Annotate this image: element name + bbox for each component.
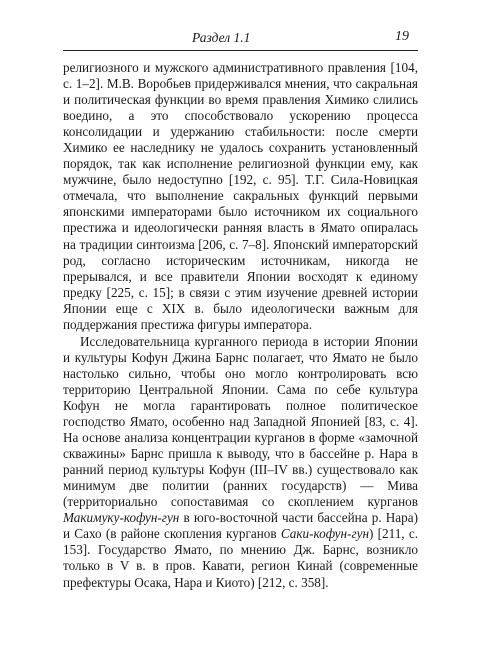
book-page: [63, 28, 418, 591]
term-saki-kofun-gun: Саки-кофун-гун: [280, 526, 369, 542]
paragraph-1: [63, 60, 418, 333]
paragraph-2: [63, 334, 418, 591]
page-number: 19: [395, 29, 409, 44]
body-text: [63, 60, 418, 591]
running-head: [63, 28, 418, 51]
paragraph-2-text-3: ) [211, с. 153]. Государство Ямато, по мнению Дж. Барнс, возникло только в V в. в пров. Кавати, регион Кинай (современные префектуры Осака, Нара и Киото) [212, с. 358].: [63, 526, 418, 590]
term-makimuku-kofun-gun: Макимуку-кофун-гун: [63, 510, 180, 526]
section-title: Раздел 1.1: [192, 30, 251, 45]
paragraph-1-text: религиозного и мужского административного правления [104, с. 1–2]. М.В. Воробьев придерживался мнения, что сакральная и политическая функции во время правления Химико слились воедино, а это способствовало ускорению процесса консолидации и удержанию стабильности: после смерти Химико ее наследнику не удалось сохранить установленный порядок, так как исполнение религиозной функции ему, как мужчине, было недоступно [192, с. 95]. Т.Г. Сила-Новицкая отмечала, что выполнение сакральных функций первыми японскими императорами было источником их социального престижа и идеологически ранняя власть в Ямато опиралась на традиции синтоизма [206, с. 7–8]. Японский императорский род, согласно историческим источникам, никогда не прерывался, и все правители Японии восходят к единому предку [225, с. 15]; в связи с этим изучение древней истории Японии еще с XIX в. было идеологически важным для поддержания престижа фигуры императора.: [63, 60, 418, 332]
paragraph-2-text-1: Исследовательница курганного периода в истории Японии и культуры Кофун Джина Барнс полагает, что Ямато не было настолько сильно, чтобы оно могло контролировать всю территорию Центральной Японии. Сама по себе культура Кофун не могла гарантировать полное политическое господство Ямато, особенно над Западной Японией [83, с. 4]. На основе анализа концентрации курганов в форме «замочной скважины» Барнс пришла к выводу, что в бассейне р. Нара в ранний период культуры Кофун (III–IV вв.) существовало как минимум две политии (ранних государств) — Мива (территориально сопоставимая со скоплением курганов: [63, 333, 418, 510]
paragraph-2-text-2: в юго-восточной части бассейна р. Нара) и Сахо (в районе скопления курганов: [63, 510, 418, 542]
